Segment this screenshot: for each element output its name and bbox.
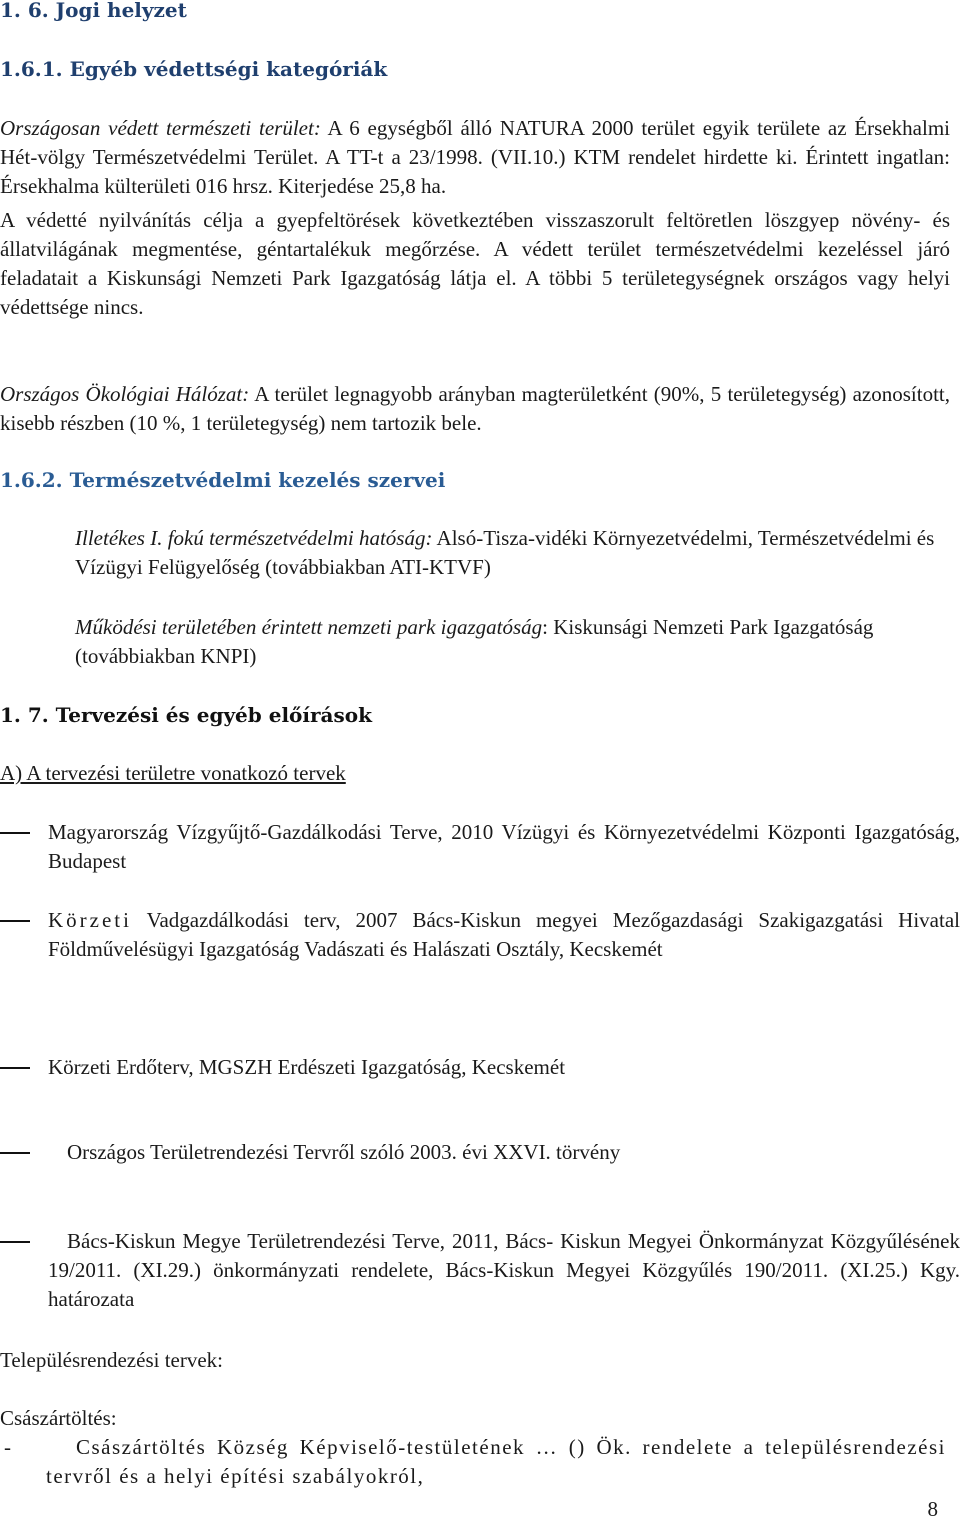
dash-bullet	[0, 1241, 30, 1243]
dash-bullet	[0, 832, 30, 834]
plan-item-5	[0, 1227, 960, 1317]
csaszartoltes-label: Császártöltés:	[0, 1406, 117, 1430]
csaszartoltes-item	[0, 1433, 960, 1493]
subheading-a: A) A tervezési területre vonatkozó tervek	[0, 761, 346, 785]
plan-item-text: Bács-Kiskun Megye Területrendezési Terve, 2011, Bács- Kiskun Megyei Önkormányzat Közgyűlésének 19/2011. (XI.29.) önkormányzati rendelete, Bács-Kiskun Megyei Közgyűlés 190/2011. (XI.25.) Kgy. határozata	[48, 1229, 960, 1311]
text-ecological-network: A terület legnagyobb arányban magterületként (90%, 5 területegység) azonosított, kisebb részben (10 %, 1 területegység) nem tartozik bele.	[0, 382, 950, 435]
page-number: 8	[927, 1497, 938, 1521]
park-directorate-paragraph	[75, 613, 935, 671]
paragraph-ecological-network	[0, 380, 950, 438]
settlement-plans-label: Településrendezési tervek:	[0, 1348, 224, 1372]
text-authority: Alsó-Tisza-vidéki Környezetvédelmi, Természetvédelmi és Vízügyi Felügyelőség (továbbiakban ATI-KTVF)	[75, 526, 935, 579]
section-heading-1-7: 1. 7. Tervezési és egyéb előírások	[0, 703, 372, 727]
plan-item-rest: Vadgazdálkodási terv, 2007 Bács-Kiskun megyei Mezőgazdasági Szakigazgatási Hivatal Földművelésügyi Igazgatóság Vadászati és Halászati Osztály, Kecskemét	[48, 908, 960, 961]
dash-bullet	[0, 1067, 30, 1069]
authority-paragraph	[75, 524, 935, 582]
label-protected-area: Országosan védett természeti terület:	[0, 116, 321, 140]
plan-item-spaced-word: Körzeti	[48, 908, 132, 932]
dash-bullet	[0, 920, 30, 922]
csaszartoltes-item-text: Császártöltés Község Képviselő-testületének … () Ök. rendelete a településrendezési tervről és a helyi építési szabályokról,	[46, 1435, 946, 1488]
plan-item-text	[48, 906, 960, 964]
section-heading-1-6: 1. 6. Jogi helyzet	[0, 0, 187, 22]
plan-item-text: Országos Területrendezési Tervről szóló 2003. évi XXVI. törvény	[67, 1140, 621, 1164]
hyphen-bullet: -	[4, 1435, 11, 1459]
plan-item-text: Magyarország Vízgyűjtő-Gazdálkodási Terve, 2010 Vízügyi és Környezetvédelmi Központi Igazgatóság, Budapest	[48, 820, 960, 873]
label-ecological-network: Országos Ökológiai Hálózat:	[0, 382, 250, 406]
plan-item-text: Körzeti Erdőterv, MGSZH Erdészeti Igazgatóság, Kecskemét	[48, 1055, 566, 1079]
plan-item-4	[0, 1138, 960, 1168]
section-heading-1-6-1: 1.6.1. Egyéb védettségi kategóriák	[0, 57, 388, 81]
text-park-directorate: : Kiskunsági Nemzeti Park Igazgatóság (továbbiakban KNPI)	[75, 615, 874, 668]
label-authority: Illetékes I. fokú természetvédelmi hatóság:	[75, 526, 433, 550]
plan-item-3	[0, 1053, 960, 1083]
label-park-directorate: Működési területében érintett nemzeti park igazgatóság	[75, 615, 543, 639]
plan-item-2	[0, 906, 960, 996]
text-protected-area: A 6 egységből álló NATURA 2000 terület egyik területe az Érsekhalmi Hét-völgy Természetvédelmi Terület. A TT-t a 23/1998. (VII.10.) KTM rendelet hirdette ki. Érintett ingatlan: Érsekhalma külterületi 016 hrsz. Kiterjedése 25,8 ha.	[0, 116, 950, 198]
plan-item-1	[0, 818, 960, 878]
dash-bullet	[0, 1152, 30, 1154]
paragraph-protected-area	[0, 114, 950, 201]
paragraph-purpose: A védetté nyilvánítás célja a gyepfeltörések következtében visszaszorult feltöretlen löszgyep növény- és állatvilágának megmentése, géntartalékuk megőrzése. A védett terület természetvédelmi kezeléssel járó feladatait a Kiskunsági Nemzeti Park Igazgatóság látja el. A többi 5 területegységnek országos vagy helyi védettsége nincs.	[0, 208, 950, 319]
section-heading-1-6-2: 1.6.2. Természetvédelmi kezelés szervei	[0, 468, 446, 492]
